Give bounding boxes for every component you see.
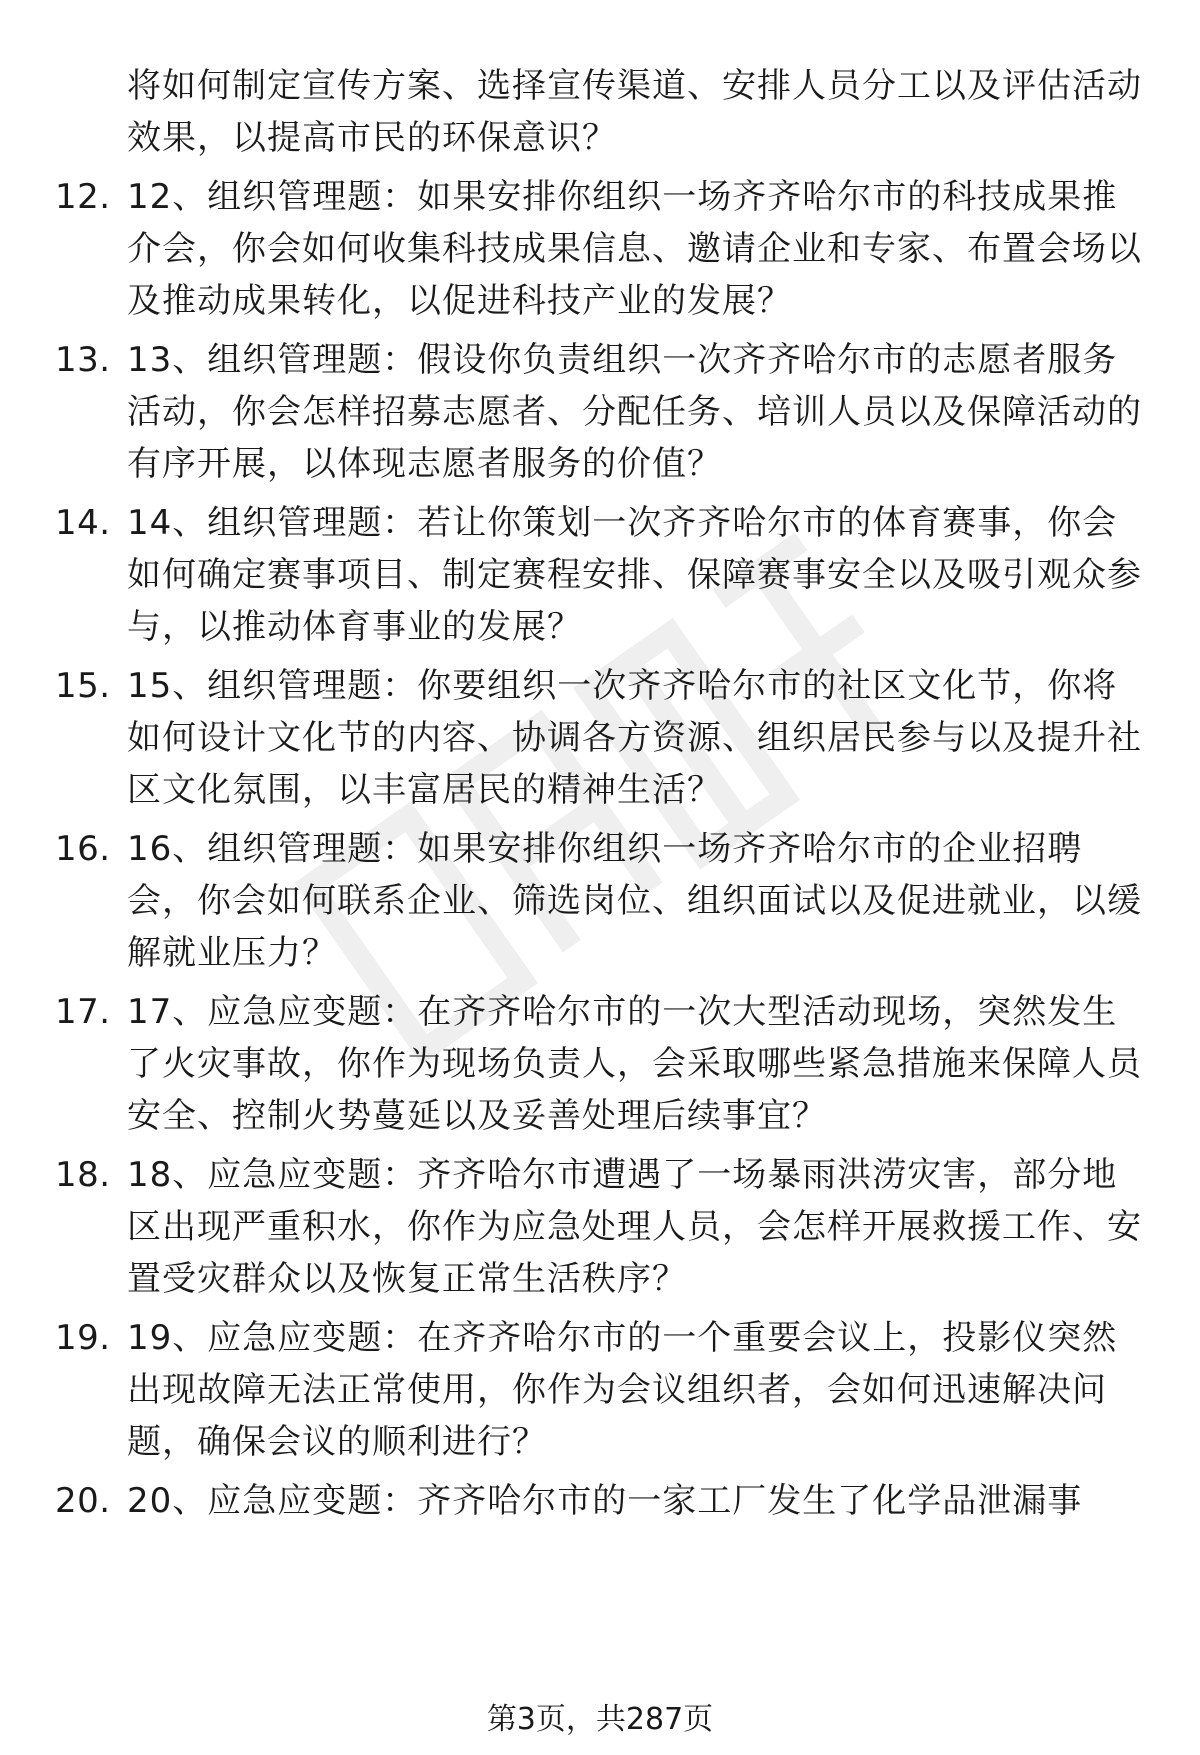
item-text: 12、组织管理题：如果安排你组织一场齐齐哈尔市的科技成果推介会，你会如何收集科技成果信息、邀请企业和专家、布置会场以及推动成果转化，以促进科技产业的发展？	[127, 177, 1142, 321]
page-number-label: 第3页，共287页	[486, 1702, 714, 1737]
item-number: 14.	[55, 503, 111, 543]
item-number: 13.	[55, 340, 111, 380]
item-text: 17、应急应变题：在齐齐哈尔市的一次大型活动现场，突然发生了火灾事故，你作为现场负责人，会采取哪些紧急措施来保障人员安全、控制火势蔓延以及妥善处理后续事宜？	[127, 992, 1142, 1136]
item-number: 19.	[55, 1318, 111, 1358]
item-text: 20、应急应变题：齐齐哈尔市的一家工厂发生了化学品泄漏事	[127, 1481, 1083, 1521]
item-number: 16.	[55, 829, 111, 869]
item-text: 将如何制定宣传方案、选择宣传渠道、安排人员分工以及评估活动效果，以提高市民的环保意识？	[127, 66, 1142, 158]
item-number: 12.	[55, 177, 111, 217]
item-number: 20.	[55, 1481, 111, 1521]
item-text: 16、组织管理题：如果安排你组织一场齐齐哈尔市的企业招聘会，你会如何联系企业、筛选岗位、组织面试以及促进就业，以缓解就业压力？	[127, 829, 1142, 973]
item-number: 15.	[55, 666, 111, 706]
item-number: 18.	[55, 1155, 111, 1195]
page-footer	[0, 1700, 1200, 1740]
item-text: 15、组织管理题：你要组织一次齐齐哈尔市的社区文化节，你将如何设计文化节的内容、协调各方资源、组织居民参与以及提升社区文化氛围，以丰富居民的精神生活？	[127, 666, 1142, 810]
item-text: 18、应急应变题：齐齐哈尔市遭遇了一场暴雨洪涝灾害，部分地区出现严重积水，你作为应急处理人员，会怎样开展救援工作、安置受灾群众以及恢复正常生活秩序？	[127, 1155, 1142, 1299]
item-number: 17.	[55, 992, 111, 1032]
item-text: 13、组织管理题：假设你负责组织一次齐齐哈尔市的志愿者服务活动，你会怎样招募志愿者、分配任务、培训人员以及保障活动的有序开展，以体现志愿者服务的价值？	[127, 340, 1142, 484]
item-text: 14、组织管理题：若让你策划一次齐齐哈尔市的体育赛事，你会如何确定赛事项目、制定赛程安排、保障赛事安全以及吸引观众参与，以推动体育事业的发展？	[127, 503, 1142, 647]
item-text: 19、应急应变题：在齐齐哈尔市的一个重要会议上，投影仪突然出现故障无法正常使用，你作为会议组织者，会如何迅速解决问题，确保会议的顺利进行？	[127, 1318, 1118, 1462]
